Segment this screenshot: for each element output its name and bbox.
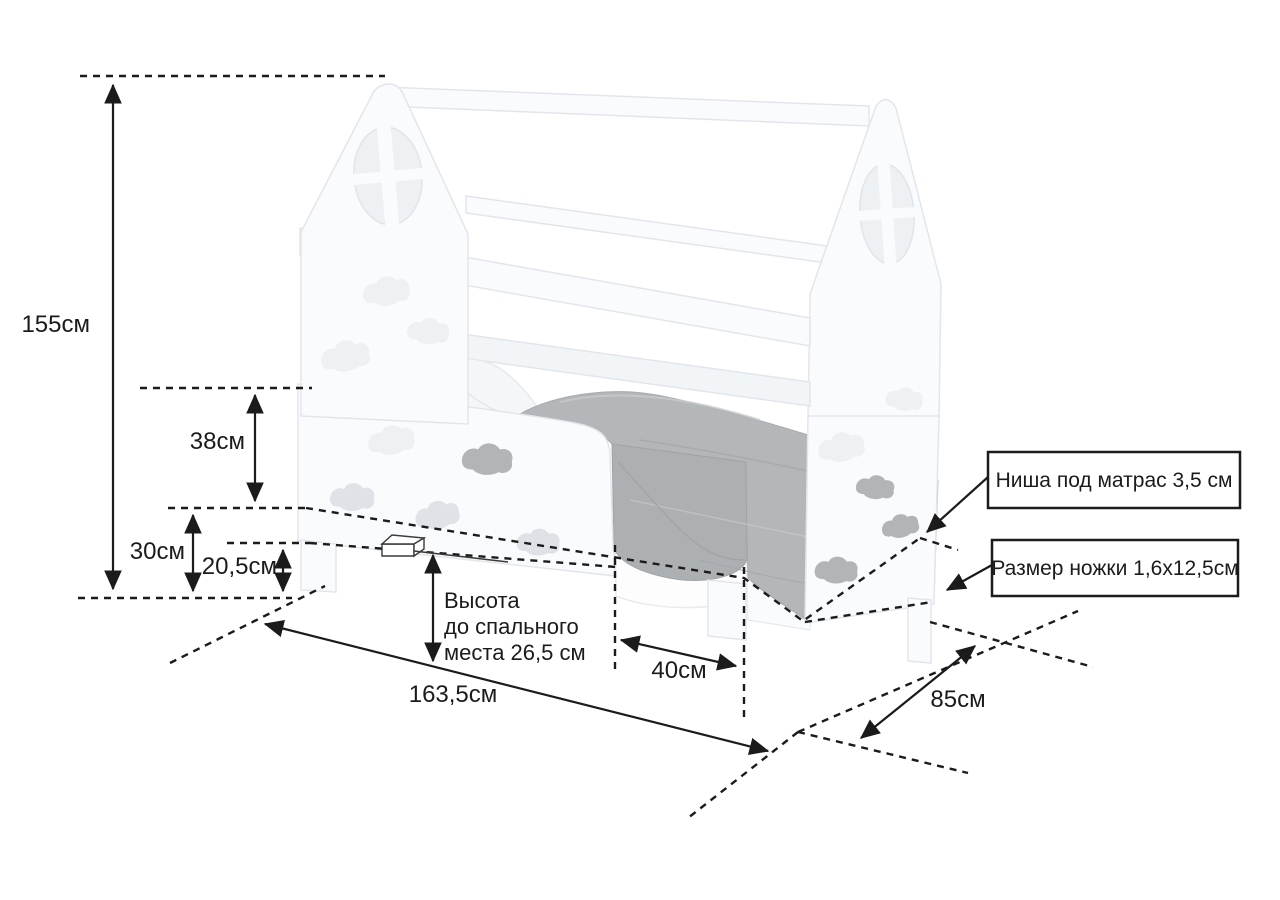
callouts [927,452,1240,596]
bed-rear-lower-panel [805,385,939,623]
bed-illustration [298,84,941,663]
dim-base-height-label: 30см [129,538,185,565]
bed-ridge-beam [383,87,869,126]
rear-right-leg [908,598,931,663]
middle-leg [708,580,746,640]
bed-rear-top-rail [466,196,856,267]
callout-leg-label: Размер ножки 1,6х12,5см [991,557,1239,580]
floor-ray-front [798,732,968,773]
sleep-height-note: Высота до спального места 26,5 см [444,588,586,665]
floor-ray-rear [930,622,1093,667]
dim-underbed-height-label: 20,5см [201,553,277,580]
front-left-leg [301,540,336,592]
dim-rail-height-label: 38см [189,428,245,455]
dim-length-label: 163,5см [408,681,498,708]
callout-leg-leader [947,565,992,590]
bed-front-gable [301,84,468,424]
bed-rear-gable [808,100,941,418]
dim-depth-label: 85см [930,686,986,713]
dim-total-height-label: 155см [21,311,90,338]
floor-ray-right [798,611,1078,732]
callout-niche-label: Ниша под матрас 3,5 см [995,469,1233,492]
dim-entry-width-label: 40см [651,657,707,684]
